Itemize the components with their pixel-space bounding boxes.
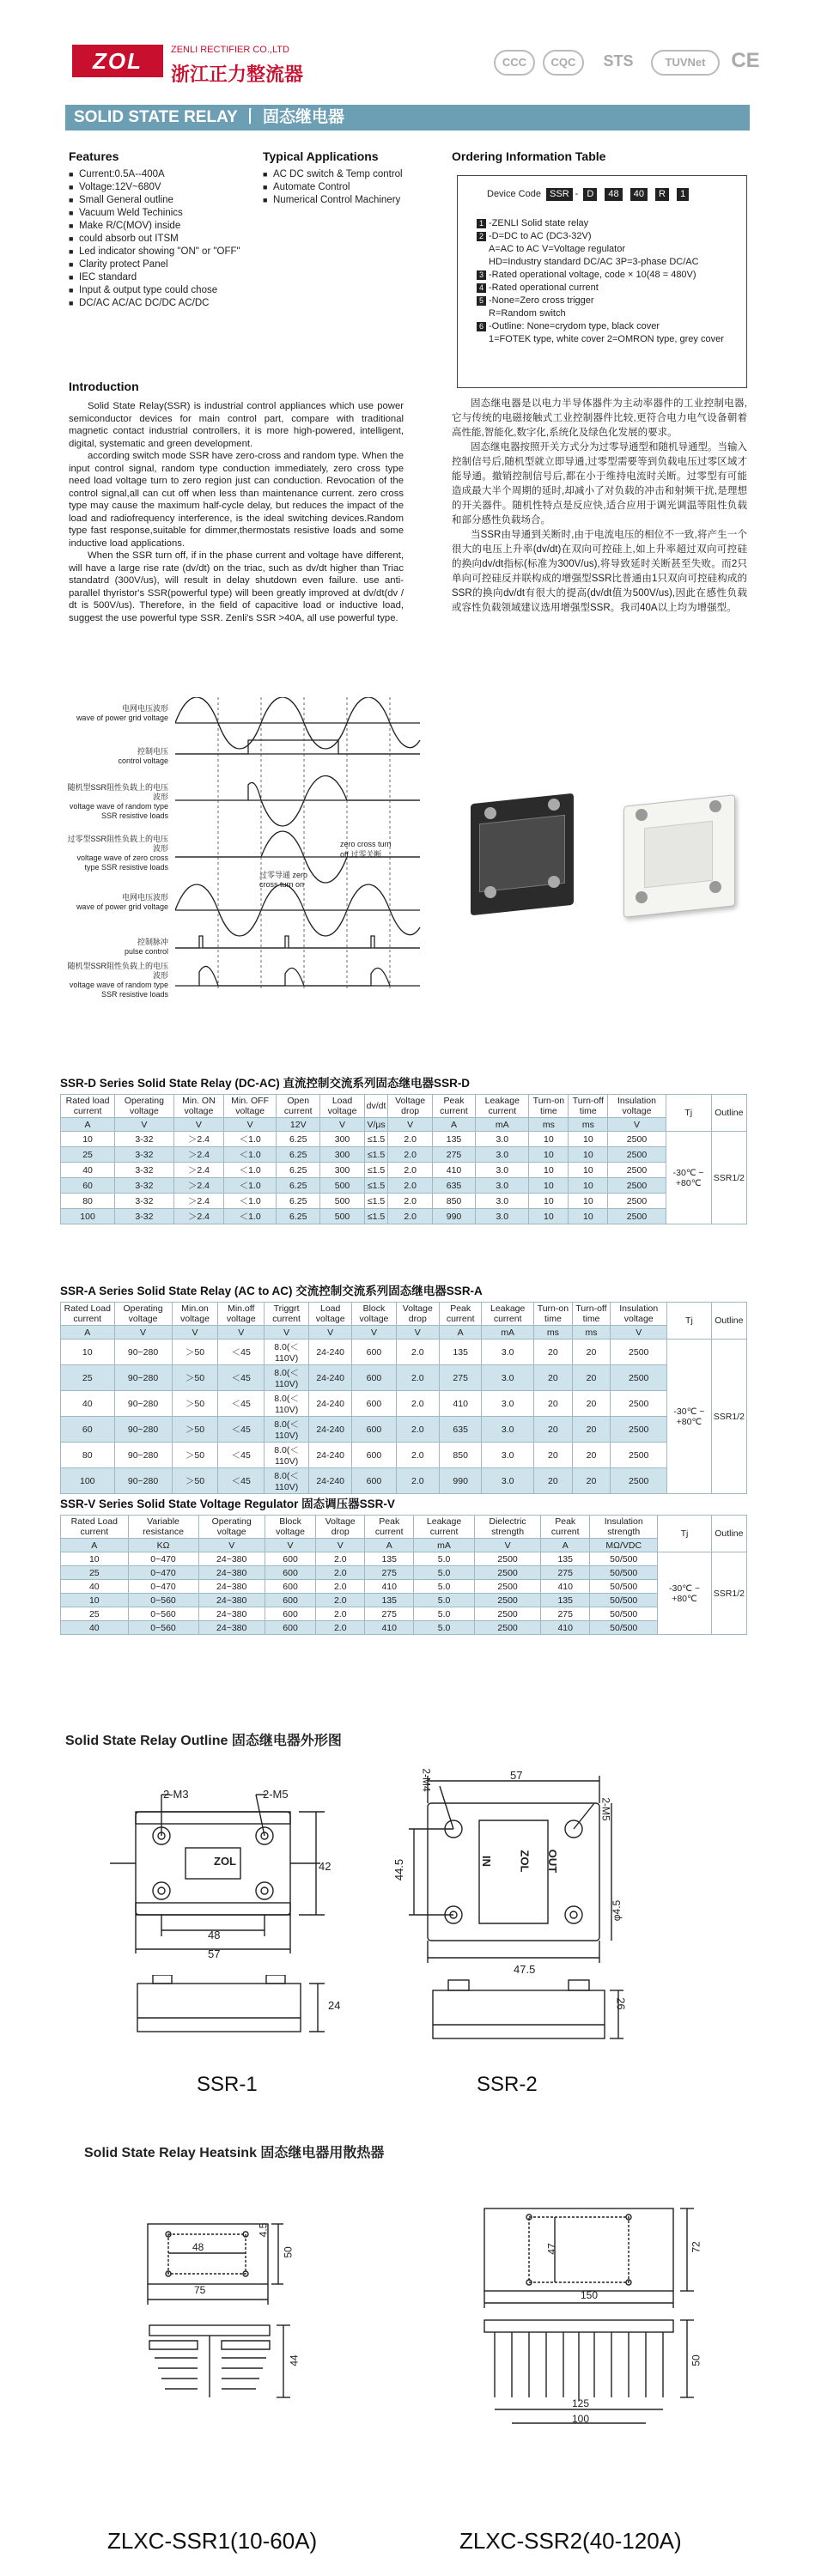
code-type: D bbox=[583, 188, 597, 201]
outline-title: Solid State Relay Outline 固态继电器外形图 bbox=[65, 1734, 342, 1748]
cn-paragraph: 当SSR由导通到关断时,由于电流电压的相位不一致,将产生一个很大的电压上升率(dv/dt)在双向可控硅上,如上升率超过双向可控硅的换向dv/dt指标(标准为300V/us),将导致延时关断甚至失败。而2只单向可控硅反并联构成的增强型SSR比普通由1只双向可控硅构成的SSR的换向dv/dt有很大的提高(dv/dt值为500V/us),因此在感性负载或容性负载领域建议选用增强型SSR。我司40A以上均为增强型。 bbox=[452, 530, 747, 613]
table-row: 60 90~280 ＞50 ＜45 8.0(＜110V) 24-240 600 2.0 635 3.0 20 20 2500 bbox=[61, 1417, 747, 1443]
wave-label: 电网电压波形 wave of power grid voltage bbox=[76, 704, 168, 722]
hs2-dim-150: 150 bbox=[581, 2289, 599, 2301]
feature-item: ■ Vacuum Weld Techinics bbox=[69, 207, 240, 220]
applications-heading: Typical Applications bbox=[263, 149, 379, 163]
table-row: 60 3-32 ＞2.4 ＜1.0 6.25 500 ≤1.5 2.0 635 3.0 10 10 2500 bbox=[61, 1178, 747, 1194]
code-voltage: 48 bbox=[605, 188, 622, 201]
hs1-top-view-drawing bbox=[134, 2198, 323, 2310]
heatsink-title: Solid State Relay Heatsink 固态继电器用散热器 bbox=[84, 2146, 385, 2160]
wave-label: 控制电压 control voltage bbox=[118, 747, 168, 765]
device-code-label: Device Code bbox=[487, 189, 541, 199]
table-row: 10 0~560 24~380 600 2.0 135 5.0 2500 135 50/500 bbox=[61, 1594, 747, 1607]
hs2-dim-72: 72 bbox=[690, 2241, 702, 2253]
dim-48: 48 bbox=[208, 1929, 221, 1941]
ssr-v-spec-table bbox=[60, 1515, 747, 1635]
table-unit-row: A KΩ V V V A mA V A MΩ/VDC bbox=[61, 1539, 747, 1552]
zero-cross-on-annotation: 过零导通 zero cross turn on bbox=[259, 871, 308, 889]
hs1-dim-50: 50 bbox=[282, 2246, 295, 2258]
feature-item: ■ Clarity protect Panel bbox=[69, 258, 240, 271]
brand-name-cn: 浙江正力整流器 bbox=[171, 64, 304, 85]
hs2-dim-50: 50 bbox=[690, 2354, 702, 2366]
zero-cross-off-annotation: zero cross turn off 过零关断 bbox=[340, 840, 392, 859]
intro-paragraph: Solid State Relay(SSR) is industrial control appliances which use power semiconductor devices for main control part, compare with traditional magnetic contact industrial controllers, it is more high-powered, intelligent, digital, systematic and green development. bbox=[69, 401, 404, 449]
hs2-model-label: ZLXC-SSR2(40-120A) bbox=[459, 2528, 682, 2554]
ssr-a-spec-table bbox=[60, 1302, 747, 1494]
application-item: ■ Automate Control bbox=[263, 181, 435, 194]
table-row: 80 90~280 ＞50 ＜45 8.0(＜110V) 24-240 600 2.0 850 3.0 20 20 2500 bbox=[61, 1443, 747, 1468]
ordering-line: A=AC to AC V=Voltage regulator bbox=[489, 244, 625, 254]
application-item: ■ AC DC switch & Temp control bbox=[263, 168, 435, 181]
dim-47-5: 47.5 bbox=[514, 1963, 536, 1976]
intro-paragraph: When the SSR turn off, if in the phase current and voltage have different, will have a large rise rate (dv/dt) on the triac, such as dv/dt higher than Triac standatrd (300V/us), will result in delay shutdown even failure. use anti-parallel thyristor's SSR(powerful type) will been greatly improved at dv/dt(dv / dt is 500V/us). Therefore, in the field of capacitive load or inductive load, suggest the use powerful type SSR. Zenli's SSR >40A, all use powerful type. bbox=[69, 550, 404, 623]
table-row: 25 3-32 ＞2.4 ＜1.0 6.25 300 ≤1.5 2.0 275 3.0 10 10 2500 bbox=[61, 1147, 747, 1163]
ordering-line: 1=FOTEK type, white cover 2=OMRON type, grey cover bbox=[489, 334, 724, 344]
table-row: 100 3-32 ＞2.4 ＜1.0 6.25 500 ≤1.5 2.0 990 3.0 10 10 2500 bbox=[61, 1209, 747, 1224]
ssr-d-table-title: SSR-D Series Solid State Relay (DC-AC) 直流控制交流系列固态继电器SSR-D bbox=[60, 1077, 471, 1090]
chinese-text-section bbox=[452, 397, 747, 616]
applications-section bbox=[263, 149, 435, 207]
ordering-line: -None=Zero cross trigger bbox=[489, 295, 594, 306]
hs1-dim-48: 48 bbox=[192, 2241, 204, 2253]
ordering-line: -D=DC to AC (DC3-32V) bbox=[489, 231, 592, 241]
hs1-dim-75: 75 bbox=[194, 2284, 206, 2296]
ssr-white-product-image bbox=[613, 787, 751, 931]
introduction-section bbox=[69, 380, 404, 624]
dim-42: 42 bbox=[319, 1860, 331, 1873]
ccc-cert-icon: CCC bbox=[494, 50, 535, 76]
ordering-line: -Outline: None=crydom type, black cover bbox=[489, 321, 660, 331]
table-unit-row: A V V V V V V V A mA ms ms V bbox=[61, 1326, 747, 1340]
hs2-dim-47: 47 bbox=[545, 2243, 558, 2255]
application-item: ■ Numerical Control Machinery bbox=[263, 194, 435, 207]
ordering-lines: 1 -ZENLI Solid state relay 2 -D=DC to AC (DC3-32V) A=AC to AC V=Voltage regulator HD=Industry standard DC/AC 3P=3-phase DC/AC 3 -Rated operational voltage, code × 10(48 = 480V) 4 -Rated operational current 5 -None=Zero cross trigger R=Random switch 6 -Outline: None=crydom type, black cover 1=FOTEK type, white cover 2=OMRON type, grey cover bbox=[477, 217, 743, 346]
feature-item: ■ Current:0.5A--400A bbox=[69, 168, 240, 181]
table-row: 25 0~560 24~380 600 2.0 275 5.0 2500 275 50/500 bbox=[61, 1607, 747, 1621]
table-row: 80 3-32 ＞2.4 ＜1.0 6.25 500 ≤1.5 2.0 850 3.0 10 10 2500 bbox=[61, 1194, 747, 1209]
feature-item: ■ Make R/C(MOV) inside bbox=[69, 220, 240, 233]
ssr1-side-view-drawing bbox=[129, 1975, 335, 2044]
ordering-line: -Rated operational voltage, code × 10(48 = 480V) bbox=[489, 270, 696, 280]
code-ssr: SSR bbox=[546, 188, 573, 201]
table-row: 40 0~560 24~380 600 2.0 410 5.0 2500 410 50/500 bbox=[61, 1621, 747, 1635]
cqc-cert-icon: CQC bbox=[543, 50, 584, 76]
waveform-diagram bbox=[175, 697, 424, 1032]
table-row: 40 3-32 ＞2.4 ＜1.0 6.25 300 ≤1.5 2.0 410 3.0 10 10 2500 bbox=[61, 1163, 747, 1178]
intro-paragraph: according switch mode SSR have zero-cross and random type. When the input control signal, random type conduction immediately, zero cross type need load voltage turn to zero region just can conduction. Revocation of the control signal,all can cut off when less than maintenance current. zero cross type may cause the maximum half-cycle delay, but reduces the impact of the load and radiofrequency interference, is the ideal switching devices.Random type fast response,suitable for dimmer,thermostats resistive loads and some inductive load applications. bbox=[69, 451, 404, 549]
features-list bbox=[69, 168, 240, 310]
page-title: SOLID STATE RELAY 丨 固态继电器 bbox=[65, 105, 750, 131]
hs2-dim-100: 100 bbox=[572, 2413, 590, 2425]
ssr1-top-view-drawing bbox=[110, 1786, 350, 1958]
table-header-row: Rated Load current Operating voltage Min.on voltage Min.off voltage Triggrt current Load voltage Block voltage Voltage drop Peak current Leakage current Turn-on time Turn-off time Insulation voltage Tj Outline bbox=[61, 1303, 747, 1326]
wave-label: 控制脉冲 pulse control bbox=[124, 938, 168, 956]
ssr2-model-label: SSR-2 bbox=[477, 2073, 538, 2096]
ssr-d-spec-table bbox=[60, 1094, 747, 1224]
hs1-dim-44: 44 bbox=[288, 2354, 301, 2366]
table-row: 25 90~280 ＞50 ＜45 8.0(＜110V) 24-240 600 2.0 275 3.0 20 20 2500 bbox=[61, 1365, 747, 1391]
cn-paragraph: 固态继电器是以电力半导体器件为主动率器件的工业控制电器,它与传统的电磁接触式工业控制器件比较,更符合电力电气设备朝着高性能,智能化,数字化,系统化及绿色化发展的要求。 bbox=[452, 398, 747, 438]
brand-name-en: ZENLI RECTIFIER CO.,LTD bbox=[171, 45, 289, 55]
ssr-a-table-title: SSR-A Series Solid State Relay (AC to AC) 交流控制交流系列固态继电器SSR-A bbox=[60, 1285, 483, 1297]
ssr2-side-view-drawing bbox=[424, 1978, 630, 2047]
ordering-heading: Ordering Information Table bbox=[452, 149, 606, 163]
wave-label: 随机型SSR阻性负载上的电压波形 voltage wave of random type SSR resistive loads bbox=[67, 783, 168, 820]
hs2-dim-125: 125 bbox=[572, 2397, 590, 2409]
ssr2-logo: ZOL bbox=[518, 1850, 532, 1873]
wave-label: 过零型SSR阻性负载上的电压波形 voltage wave of zero cross type SSR resistive loads bbox=[67, 835, 168, 872]
ssr-v-table-title: SSR-V Series Solid State Voltage Regulator 固态调压器SSR-V bbox=[60, 1498, 395, 1510]
table-row: 40 0~470 24~380 600 2.0 410 5.0 2500 410 50/500 bbox=[61, 1580, 747, 1594]
hs2-side-view-drawing bbox=[477, 2315, 718, 2435]
feature-item: ■ Voltage:12V~680V bbox=[69, 181, 240, 194]
device-code-row: Device Code SSR - D 48 40 R 1 bbox=[487, 188, 691, 201]
dim-phi-4-5: φ4.5 bbox=[611, 1899, 623, 1922]
ssr2-in-label: IN bbox=[480, 1856, 493, 1867]
code-switch: R bbox=[655, 188, 669, 201]
table-row: 25 0~470 24~380 600 2.0 275 5.0 2500 275 50/500 bbox=[61, 1566, 747, 1580]
feature-item: ■ Small General outline bbox=[69, 194, 240, 207]
wave-label: 电网电压波形 wave of power grid voltage bbox=[76, 893, 168, 911]
dim-44-5: 44.5 bbox=[392, 1858, 406, 1881]
feature-item: ■ DC/AC AC/AC DC/DC AC/DC bbox=[69, 297, 240, 310]
features-heading: Features bbox=[69, 149, 119, 163]
cn-paragraph: 固态继电器按照开关方式分为过零导通型和随机导通型。当输入控制信号后,随机型就立即导通,过零型需要等到负载电压过零区域才能导通。撤销控制信号后,都在小于维持电流时关断。过零型有可能造成最大半个周期的延时,却减小了对负载的冲击和射频干扰,是理想的开关器件。随机性特点是反应快,适合应用于调光调温等阻性负载和部分感性负载场合。 bbox=[452, 442, 747, 526]
introduction-heading: Introduction bbox=[69, 380, 139, 393]
code-outline: 1 bbox=[677, 188, 689, 201]
hs1-model-label: ZLXC-SSR1(10-60A) bbox=[107, 2528, 318, 2554]
ordering-table bbox=[457, 175, 747, 388]
tuv-cert-icon: TUVNet bbox=[651, 50, 720, 76]
table-row: 100 90~280 ＞50 ＜45 8.0(＜110V) 24-240 600 2.0 990 3.0 20 20 2500 bbox=[61, 1468, 747, 1494]
applications-list bbox=[263, 168, 435, 207]
page-header bbox=[0, 0, 815, 94]
dim-26: 26 bbox=[614, 1997, 628, 2010]
ce-cert-icon: CE bbox=[731, 49, 760, 72]
feature-item: ■ IEC standard bbox=[69, 271, 240, 284]
table-unit-row: A V V V 12V V V/μs V A mA ms ms V bbox=[61, 1118, 747, 1132]
wave-label: 随机型SSR阻性负载上的电压波形 voltage wave of random type SSR resistive loads bbox=[67, 962, 168, 999]
ordering-line: R=Random switch bbox=[489, 308, 566, 319]
sts-cert-icon: STS bbox=[603, 52, 634, 70]
table-header-row: Rated Load current Variable resistance Operating voltage Block voltage Voltage drop Peak current Leakage current Dielectric strength Peak current Insulation strength Tj Outline bbox=[61, 1516, 747, 1539]
table-header-row: Rated load current Operating voltage Min. ON voltage Min. OFF voltage Open current Load voltage dv/dt Voltage drop Peak current Leakage current Turn-on time Turn-off time Insulation voltage Tj Outline bbox=[61, 1095, 747, 1118]
ordering-line: -Rated operational current bbox=[489, 283, 599, 293]
table-row: 10 90~280 ＞50 ＜45 8.0(＜110V) 24-240 600 2.0 135 3.0 20 20 2500 -30℃ ~ +80℃ SSR1/2 bbox=[61, 1340, 747, 1365]
ordering-line: -ZENLI Solid state relay bbox=[489, 218, 589, 228]
ssr-black-product-image bbox=[459, 787, 605, 931]
dim-24: 24 bbox=[328, 1999, 341, 2012]
ssr1-model-label: SSR-1 bbox=[197, 2073, 258, 2096]
ssr1-logo: ZOL bbox=[214, 1855, 236, 1868]
ordering-line: HD=Industry standard DC/AC 3P=3-phase DC/AC bbox=[489, 257, 699, 267]
hs1-dim-4-5: 4.5 bbox=[257, 2222, 270, 2238]
dim-2-m5-ssr2: 2-M5 bbox=[599, 1797, 612, 1821]
features-section bbox=[69, 149, 240, 310]
feature-item: ■ Input & output type could chose bbox=[69, 284, 240, 297]
table-row: 10 0~470 24~380 600 2.0 135 5.0 2500 135 50/500 -30℃ ~ +80℃ SSR1/2 bbox=[61, 1552, 747, 1566]
table-row: 10 3-32 ＞2.4 ＜1.0 6.25 300 ≤1.5 2.0 135 3.0 10 10 2500 -30℃ ~ +80℃ SSR1/2 bbox=[61, 1132, 747, 1147]
feature-item: ■ could absorb out ITSM bbox=[69, 233, 240, 246]
table-row: 40 90~280 ＞50 ＜45 8.0(＜110V) 24-240 600 2.0 410 3.0 20 20 2500 bbox=[61, 1391, 747, 1417]
code-current: 40 bbox=[630, 188, 648, 201]
dim-57: 57 bbox=[208, 1947, 221, 1960]
dim-2-m3: 2-M3 bbox=[163, 1788, 189, 1801]
ssr2-out-label: OUT bbox=[546, 1849, 560, 1874]
dim-2-m5: 2-M5 bbox=[263, 1788, 289, 1801]
dim-2-m4: 2-M4 bbox=[420, 1768, 433, 1792]
dim-57-ssr2: 57 bbox=[510, 1769, 523, 1782]
feature-item: ■ Led indicator showing "ON" or "OFF" bbox=[69, 246, 240, 258]
company-logo: ZOL bbox=[72, 45, 163, 77]
